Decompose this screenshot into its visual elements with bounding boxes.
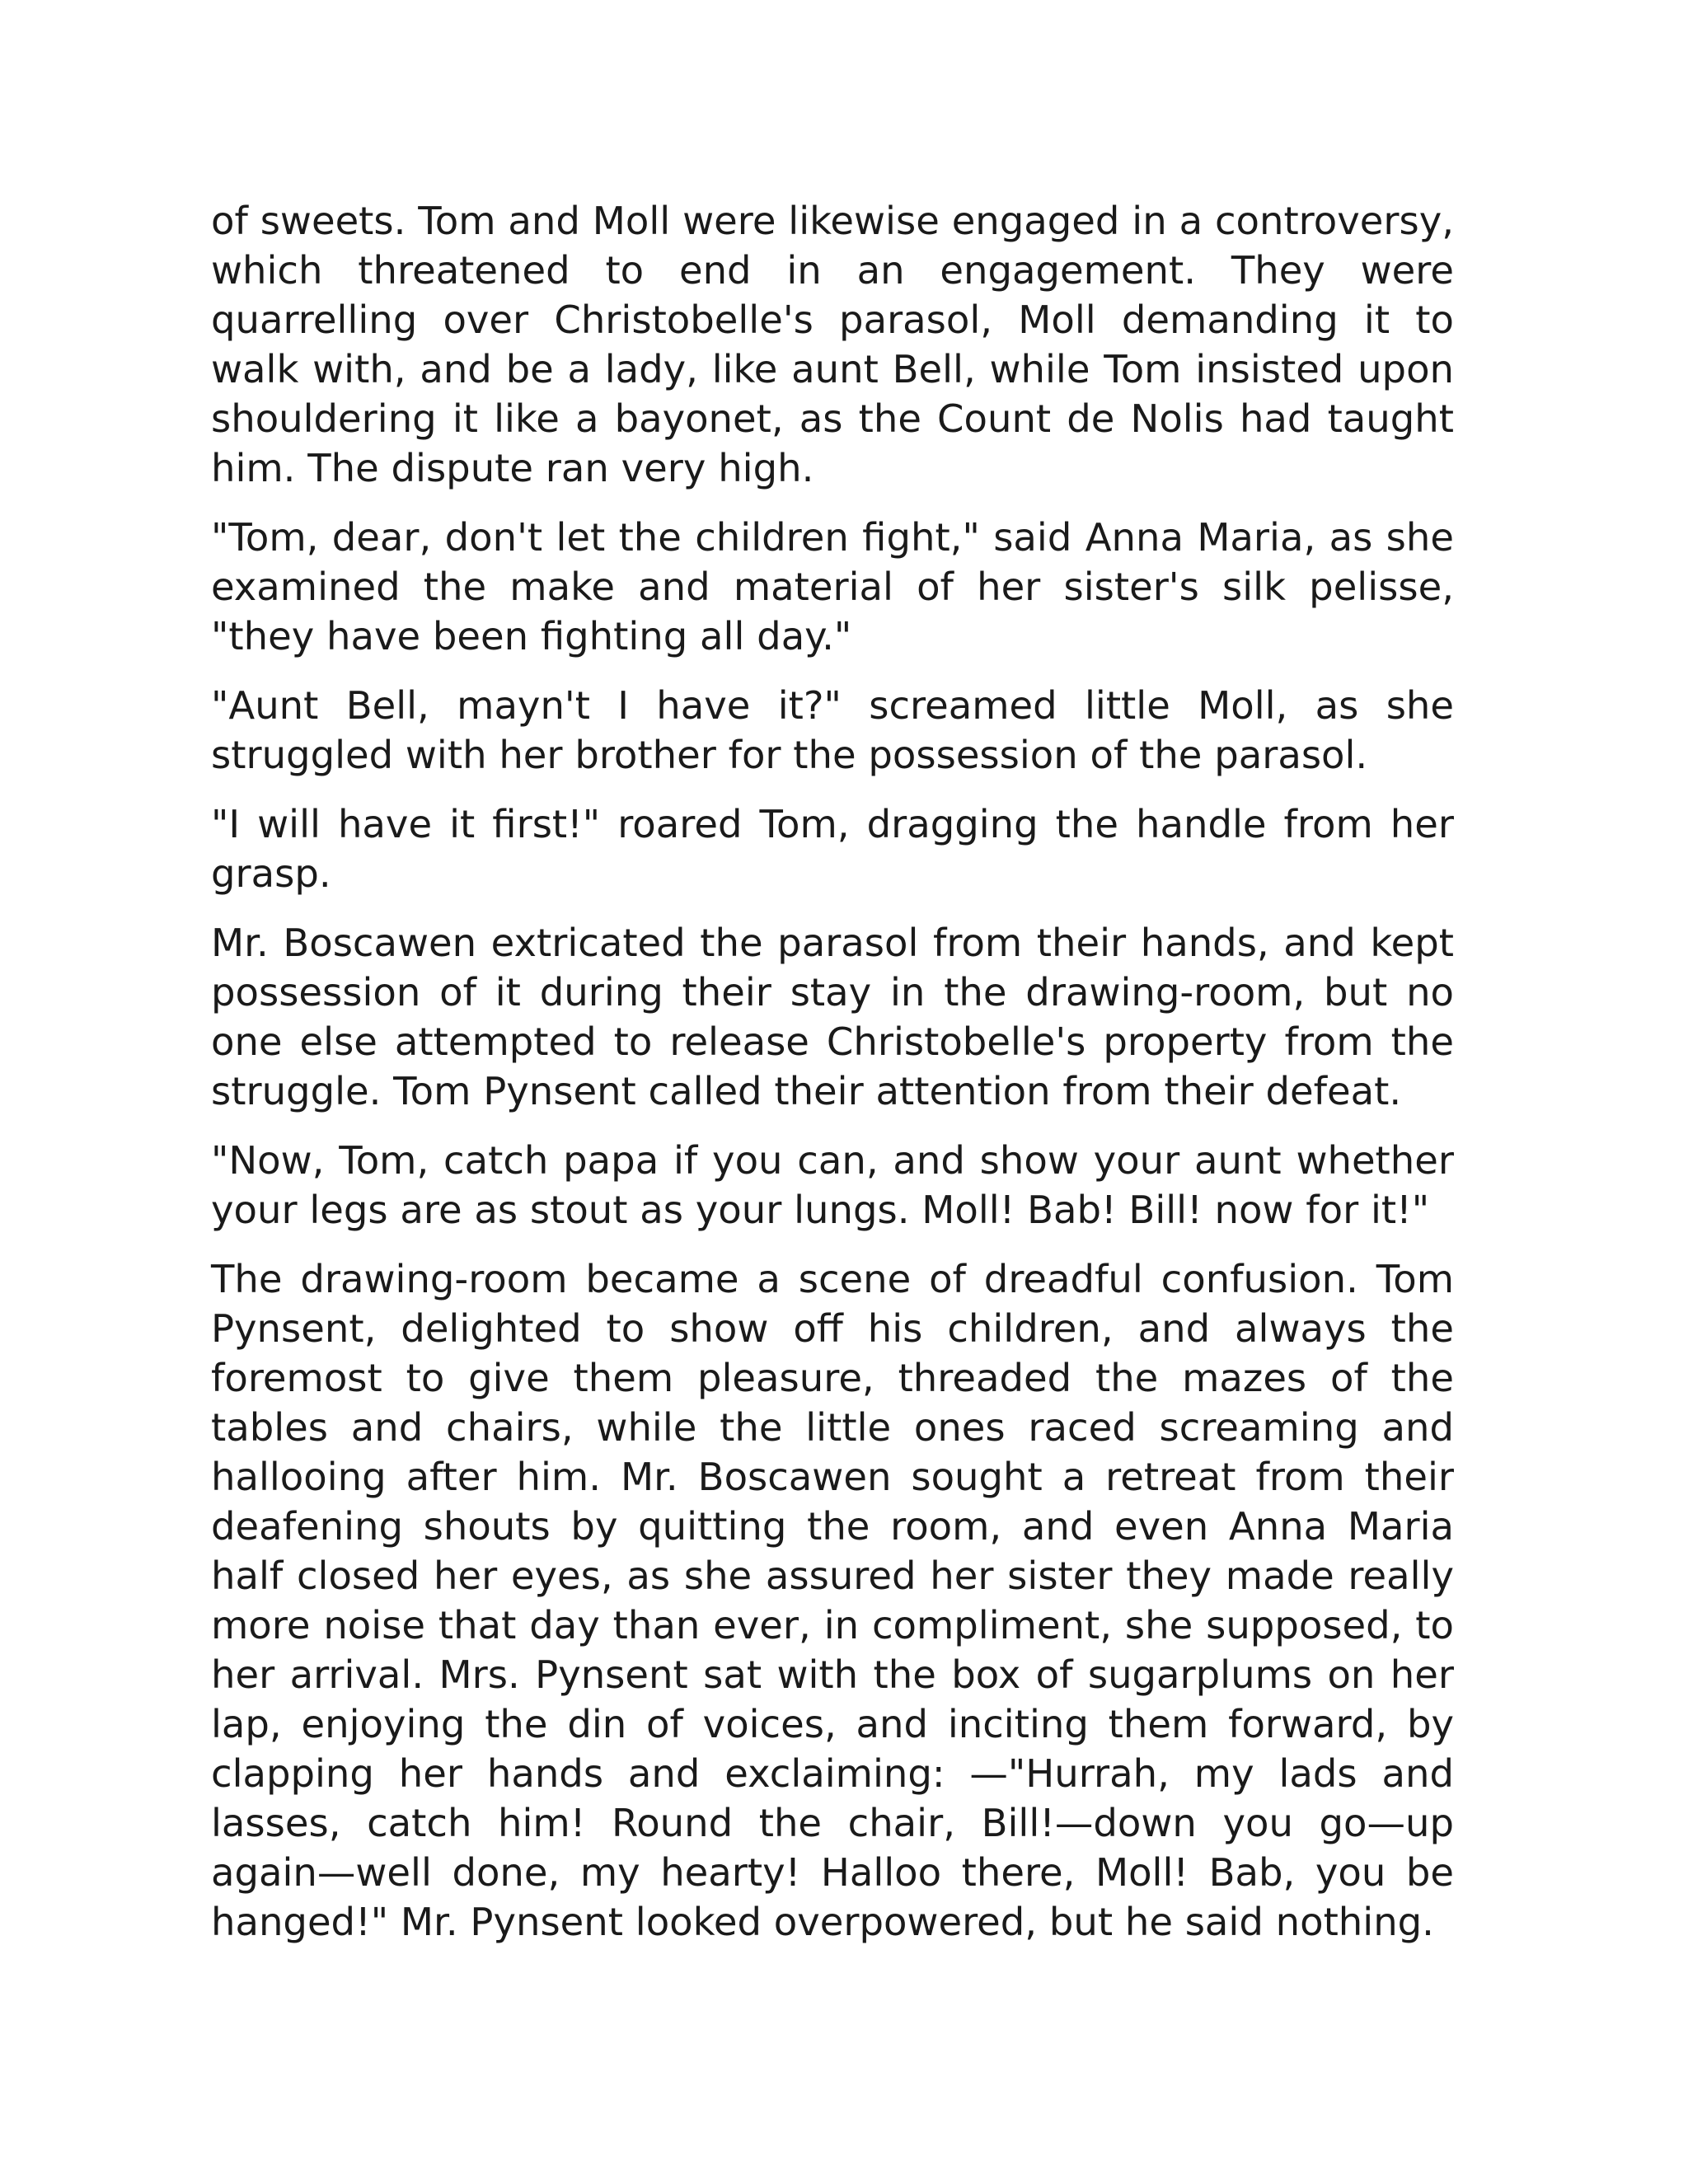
paragraph-7: The drawing-room became a scene of dreadful confusion. Tom Pynsent, delighted to show off his children, and always the foremost to give them pleasure, threaded the mazes of the tables and chairs, while the little ones raced screaming and hallooing after him. Mr. Boscawen sought a retreat from their deafening shouts by quitting the room, and even Anna Maria half closed her eyes, as she assured her sister they made really more noise that day than ever, in compliment, she supposed, to her arrival. Mrs. Pynsent sat with the box of sugarplums on her lap, enjoying the din of voices, and inciting them forward, by clapping her hands and exclaiming: —"Hurrah, my lads and lasses, catch him! Round the chair, Bill!—down you go—up again—well done, my hearty! Halloo there, Moll! Bab, you be hanged!" Mr. Pynsent looked overpowered, but he said nothing. xyxy=(211,1257,1454,1944)
paragraph-6: "Now, Tom, catch papa if you can, and show your aunt whether your legs are as stout as your lungs. Moll! Bab! Bill! now for it!" xyxy=(211,1138,1454,1232)
paragraph-4: "I will have it first!" roared Tom, dragging the handle from her grasp. xyxy=(211,802,1454,896)
paragraph-1: of sweets. Tom and Moll were likewise engaged in a controversy, which threatened to end in an engagement. They were quarrelling over Christobelle's parasol, Moll demanding it to walk with, and be a lady, like aunt Bell, while Tom insisted upon shouldering it like a bayonet, as the Count de Nolis had taught him. The dispute ran very high. xyxy=(211,199,1454,490)
paragraph-5: Mr. Boscawen extricated the parasol from their hands, and kept possession of it during their stay in the drawing-room, but no one else attempted to release Christobelle's property from the struggle. Tom Pynsent called their attention from their defeat. xyxy=(211,921,1454,1113)
body-text xyxy=(211,196,1454,1966)
paragraph-2: "Tom, dear, don't let the children fight," said Anna Maria, as she examined the make and material of her sister's silk pelisse, "they have been fighting all day." xyxy=(211,515,1454,658)
paragraph-3: "Aunt Bell, mayn't I have it?" screamed little Moll, as she struggled with her brother for the possession of the parasol. xyxy=(211,683,1454,777)
